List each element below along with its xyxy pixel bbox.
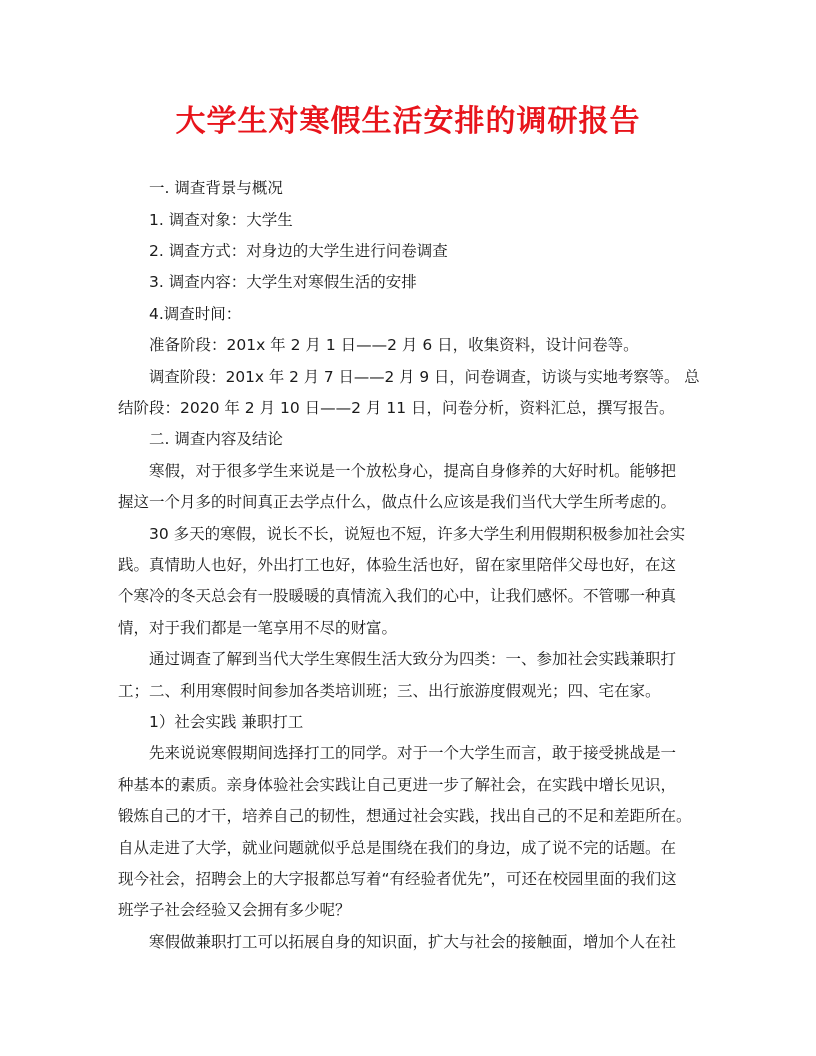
list-item-1: 1. 调查对象：大学生 bbox=[149, 211, 293, 229]
paragraph-line: 现今社会，招聘会上的大字报都总写着“有经验者优先”，可还在校园里面的我们这 bbox=[118, 870, 677, 888]
paragraph-line: 通过调查了解到当代大学生寒假生活大致分为四类：一、参加社会实践兼职打 bbox=[149, 650, 677, 668]
paragraph-line: 种基本的素质。亲身体验社会实践让自己更进一步了解社会，在实践中增长见识， bbox=[118, 776, 677, 794]
paragraph-line: 握这一个月多的时间真正去学点什么，做点什么应该是我们当代大学生所考虑的。 bbox=[118, 493, 677, 511]
section-heading-1: 一. 调查背景与概况 bbox=[149, 179, 283, 197]
paragraph-line: 情，对于我们都是一笔享用不尽的财富。 bbox=[118, 619, 398, 637]
paragraph-line: 准备阶段：201x 年 2 月 1 日——2 月 6 日，收集资料，设计问卷等。 bbox=[149, 336, 639, 354]
paragraph-line: 班学子社会经验又会拥有多少呢？ bbox=[118, 901, 351, 919]
paragraph-line: 自从走进了大学，就业问题就似乎总是围绕在我们的身边，成了说不完的话题。在 bbox=[118, 839, 677, 857]
paragraph-line: 结阶段：2020 年 2 月 10 日——2 月 11 日，问卷分析，资料汇总，撰写报告。 bbox=[118, 399, 675, 417]
paragraph-line: 调查阶段：201x 年 2 月 7 日——2 月 9 日，问卷调查，访谈与实地考察等。 总 bbox=[149, 368, 700, 386]
paragraph-line: 工；二、利用寒假时间参加各类培训班；三、出行旅游度假观光；四、宅在家。 bbox=[118, 682, 661, 700]
list-item-2: 2. 调查方式：对身边的大学生进行问卷调查 bbox=[149, 242, 448, 260]
paragraph-line: 锻炼自己的才干，培养自己的韧性，想通过社会实践，找出自己的不足和差距所在。 bbox=[118, 807, 692, 825]
list-item-4: 4.调查时间： bbox=[149, 305, 242, 323]
document-title: 大学生对寒假生活安排的调研报告 bbox=[175, 104, 641, 139]
paragraph-line: 个寒冷的冬天总会有一股暖暖的真情流入我们的心中，让我们感怀。不管哪一种真 bbox=[118, 587, 677, 605]
section-heading-2: 二. 调查内容及结论 bbox=[149, 430, 283, 448]
list-item-3: 3. 调查内容：大学生对寒假生活的安排 bbox=[149, 273, 417, 291]
paragraph-line: 30 多天的寒假，说长不长，说短也不短，许多大学生利用假期积极参加社会实 bbox=[149, 525, 686, 543]
paragraph-line: 寒假做兼职打工可以拓展自身的知识面，扩大与社会的接触面，增加个人在社 bbox=[149, 933, 677, 951]
paragraph-line: 践。真情助人也好，外出打工也好，体验生活也好，留在家里陪伴父母也好，在这 bbox=[118, 556, 677, 574]
paragraph-line: 寒假，对于很多学生来说是一个放松身心，提高自身修养的大好时机。能够把 bbox=[149, 462, 677, 480]
paragraph-line: 先来说说寒假期间选择打工的同学。对于一个大学生而言，敢于接受挑战是一 bbox=[149, 744, 677, 762]
subsection-heading: 1）社会实践 兼职打工 bbox=[149, 713, 304, 731]
